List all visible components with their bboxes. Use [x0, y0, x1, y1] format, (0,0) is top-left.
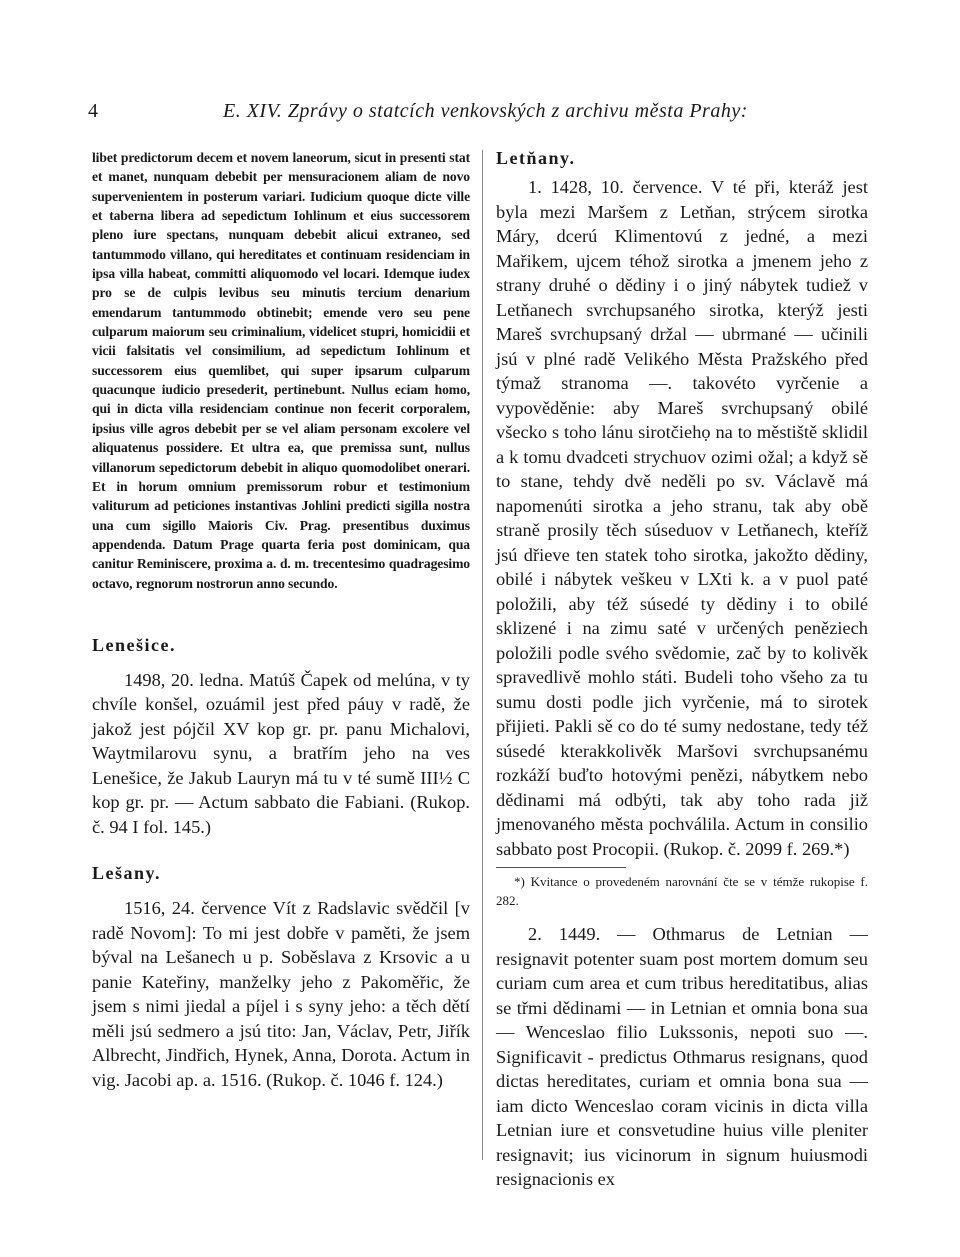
footnote-rule [496, 867, 626, 868]
latin-charter-text: libet predictorum decem et novem laneorum, sicut in presenti stat et manet, nunquam debebit per mensuracionem aliam de novo supervenientem in posterum variari. Iudicium quoque dicte ville et taberna libera ad sepedictum Iohlinum et eius successorem pleno iure spectans, nunquam debebit alicui extraneo, sed tantummodo villano, qui hereditates et continuam residenciam in ipsa villa habeat, committi aliquomodo vel locari. Idemque iudex pro se de culpis levibus seu minutis tercium denarium emendarum tantummodo obtinebit; emende vero seu pene culparum maiorum seu criminalium, videlicet stupri, homicidii et vicii falsitatis vel consimilium, ad sepedictum Iohlinum et successorem eius quemlibet, qui super ipsarum culparum quacunque iudicio presederit, pertinebunt. Nullus eciam homo, qui in dicta villa residenciam continue non fecerit corporalem, ipsius ville agros debebit per se vel aliam personam excolere vel aliquatenus possidere. Et ultra ea, que premissa sunt, nullus villanorum sepedictorum debebit in aliquo quomodolibet onerari. Et in horum omnium premissorum robur et testimonium valiturum ad peticiones instantivas Johlini predicti sigilla nostra una cum sigillo Maioris Civ. Prag. presentibus duximus appendenda. Datum Prage quarta feria post dominicam, qua canitur Reminiscere, proxima a. d. m. trecentesimo quadragesimo octavo, regnorum nostrorun anno secundo. [92, 150, 470, 591]
footnote: *) Kvitance o provedeném narovnání čte se v témže rukopise f. 282. [496, 874, 868, 908]
running-head: E. XIV. Zprávy o statcích venkovských z archivu města Prahy: [223, 100, 748, 122]
section-heading-lesany: Lešany. [92, 863, 162, 884]
left-column [92, 148, 470, 1092]
entry-lesany: 1516, 24. července Vít z Radslavic svědčil [v radě Novom]: To mi jest dobře v paměti, že jsem býval na Lešanech u p. Soběslava z Krsovic a u panie Kateřiny, manželky jeho z Pakoměřic, že jsem s nimi jiedal a píjel i s syny jeho: a těch dětí měli jsú sedmero a jsú tito: Jan, Václav, Petr, Jiřík Albrecht, Jindřich, Hynek, Anna, Dorota. Actum in vig. Jacobi ap. a. 1516. (Rukop. č. 1046 f. 124.) [92, 898, 470, 1090]
section-heading-letnany: Letňany. [496, 148, 576, 168]
spacer [92, 593, 470, 635]
page-number: 4 [88, 100, 98, 122]
entry-lenesice: 1498, 20. ledna. Matúš Čapek od melúna, v ty chvíle konšel, ozuámil jest před páuy v radě, že jakož jest pójčil XV kop gr. pr. panu Michalovi, Waytmilarovu synu, a bratřím jeho na ves Lenešice, že Jakub Lauryn má tu v té sumě III½ C kop gr. pr. — Actum sabbato die Fabiani. (Rukop. č. 94 I fol. 145.) [92, 669, 470, 837]
entry-letnany-2: 2. 1449. — Othmarus de Letnian — resignavit potenter suam post mortem domum seu curiam cum area et cum tribus hereditatibus, alias se třmi dědinami — in Letnian et omnia bona sua — Wenceslao filio Lukssonis, nepoti suo —. Significavit - predictus Othmarus resignans, quod dictas hereditates, curiam et omnia bona sua — iam dicto Wenceslao coram vicinis in dicta villa Letnian iure et consvetudine huius ville pleniter resignavit; ius vicinorum in signum huiusmodi resignacionis ex [496, 924, 868, 1189]
spacer [92, 884, 470, 896]
section-heading-lenesice: Lenešice. [92, 634, 176, 655]
column-divider [482, 150, 483, 1160]
right-column [496, 148, 868, 1192]
spacer [92, 656, 470, 668]
spacer [92, 839, 470, 863]
spacer [496, 910, 868, 922]
entry-letnany-1: 1. 1428, 10. července. V té při, kteráž jest byla mezi Maršem z Letňan, strýcem sirotka Máry, dcerú Klimentovú z jedné, a mezi Mařikem, ujcem téhož sirotka a jmenem jeho z strany druhé o dědiny i o jiný nábytek tudiež v Letňanech svrchupsaného sirotka, kterýž jesti Mareš svrchupsaný držal — ubrmané — učinili jsú v plné radě Velikého Města Pražského před týmaž stranoma —. takovéto vyrčenie a vypověděnie: aby Mareš svrchupsaný obilé všecko s toho lánu sirotčiehọ na to městiště sklidil a k tomu dvadceti strychuov ozimi ožal; a když sě to stane, tehdy dvě neděli po sv. Václavě má napomenúti sirotka a jeho stranu, tak aby obě straně prosily těch súseduov v Letňanech, kteříž jsú dřieve ten statek toho sirotka, jakožto dědiny, obilé i nábytek veškeu v LXti k. a v puol paté položili, aby též súsedé ty dědiny i to obilé sklizené i na zimu saté v určených peněziech položili podle svého svědomie, zač by to kolivěk spravedlivě mohlo státi. Budeli toho všeho za tu sumu dosti podle jich vyrčenie, má to sirotek přijieti. Pakli sě co do té sumy nedostane, tedy též súsedé kterakkolivěk Maršovi svrchupsanému rozkáží buďto hotovými penězi, nábytkem nebo dědinami má odbýti, tak aby toho rada již jmenovaného města pochválila. Actum in consilio sabbato post Procopii. (Rukop. č. 2099 f. 269.*) [496, 177, 868, 859]
page-header [88, 100, 768, 130]
